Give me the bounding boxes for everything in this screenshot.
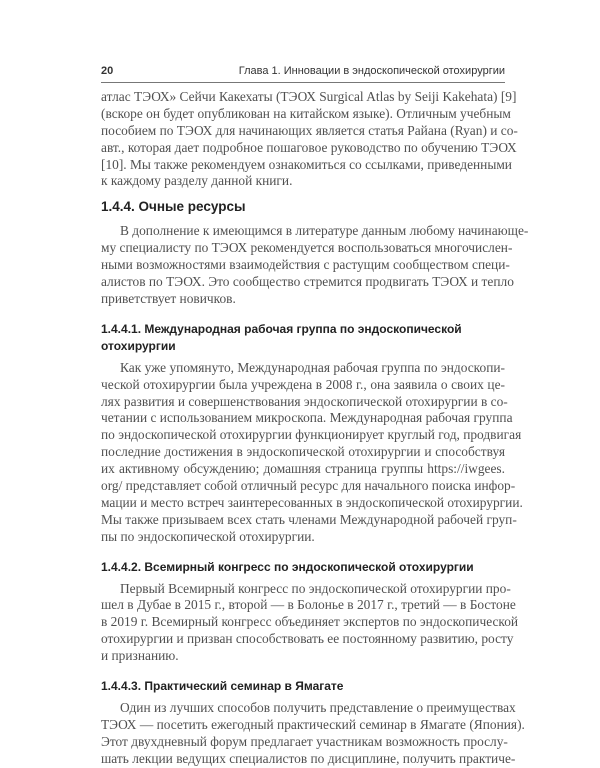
text-line: В дополнение к имеющимся в литературе данным любому начинающе- <box>120 223 529 239</box>
text-line: авт., которая дает подробное пошаговое руководство по обучению ТЭОХ <box>101 139 517 155</box>
text-line: Один из лучших способов получить представление о преимуществах <box>120 700 516 716</box>
text-line: последние достижения в эндоскопической отохирургии и способствуя <box>101 444 505 460</box>
text-line: алистов по ТЭОХ. Это сообщество стремится продвигать ТЭОХ и тепло <box>101 274 514 290</box>
text-line: Как уже упомянуто, Международная рабочая группа по эндоскопи- <box>120 359 505 375</box>
text-line: шать лекции ведущих специалистов по дисциплине, получить практиче- <box>101 750 516 766</box>
section-heading: 1.4.4. Очные ресурсы <box>101 199 246 215</box>
text-line: (вскоре он будет опубликован на китайском языке). Отличным учебным <box>101 105 511 121</box>
text-line: отохирургии и призван способствовать ее постоянному развитию, росту <box>101 631 514 647</box>
subsection-heading: 1.4.4.2. Всемирный конгресс по эндоскопической отохирургии <box>101 559 474 574</box>
text-line: и признанию. <box>101 648 179 664</box>
text-line: org/ представляет собой отличный ресурс для начального поиска инфор- <box>101 478 516 494</box>
subsection-heading: 1.4.4.3. Практический семинар в Ямагате <box>101 679 344 694</box>
text-line: к каждому разделу данной книги. <box>101 173 293 189</box>
subsection-heading: 1.4.4.1. Международная рабочая группа по эндоскопической отохирургии <box>101 321 462 353</box>
page-number: 20 <box>101 65 114 77</box>
text-line: мации и место встреч заинтересованных в эндоскопической отохирургии. <box>101 494 523 510</box>
text-line: приветствует новичков. <box>101 290 236 306</box>
paragraph <box>101 89 518 190</box>
page-body <box>101 89 529 768</box>
text-line: в 2019 г. Всемирный конгресс объединяет экспертов по эндоскопической <box>101 614 519 630</box>
paragraph <box>101 359 523 546</box>
text-line: лях развития и совершенствования эндоскопической отохирургии в со- <box>101 393 508 409</box>
paragraph <box>101 223 529 307</box>
text-line: Мы также призываем всех стать членами Международной рабочей груп- <box>101 511 517 527</box>
paragraph <box>101 580 519 665</box>
running-title: Глава 1. Инновации в эндоскопической отохирургии <box>238 65 505 77</box>
text-line: по эндоскопической отохирургии функционирует круглый год, продвигая <box>101 427 522 443</box>
text-line: их активному обсуждению; домашняя страница группы https://iwgees. <box>101 461 505 477</box>
text-line: Первый Всемирный конгресс по эндоскопической отохирургии про- <box>120 580 511 596</box>
running-header <box>101 64 505 83</box>
paragraph <box>101 700 525 768</box>
text-line: пособием по ТЭОХ для начинающих является статья Райана (Ryan) и со- <box>101 122 518 138</box>
text-line: ТЭОХ — посетить ежегодный практический семинар в Ямагате (Япония). <box>101 716 525 732</box>
text-line: ными возможностями взаимодействия с растущим сообществом специ- <box>101 257 510 273</box>
text-line: атлас ТЭОХ» Сейчи Какехаты (ТЭОХ Surgical Atlas by Seiji Kakehata) [9] <box>101 89 517 104</box>
text-line: четании с использованием микроскопа. Международная рабочая группа <box>101 410 513 426</box>
text-line: ческой отохирургии была учреждена в 2008 г., она заявила о своих це- <box>101 376 505 392</box>
text-line: му специалисту по ТЭОХ рекомендуется воспользоваться многочислен- <box>101 240 513 256</box>
text-line: [10]. Мы также рекомендуем ознакомиться со ссылками, приведенными <box>101 156 512 172</box>
text-line: пы по эндоскопической отохирургии. <box>101 528 315 544</box>
text-line: Этот двухдневный форум предлагает участникам возможность прослу- <box>101 733 508 749</box>
text-line: шел в Дубае в 2015 г., второй — в Болонье в 2017 г., третий — в Бостоне <box>101 597 516 613</box>
